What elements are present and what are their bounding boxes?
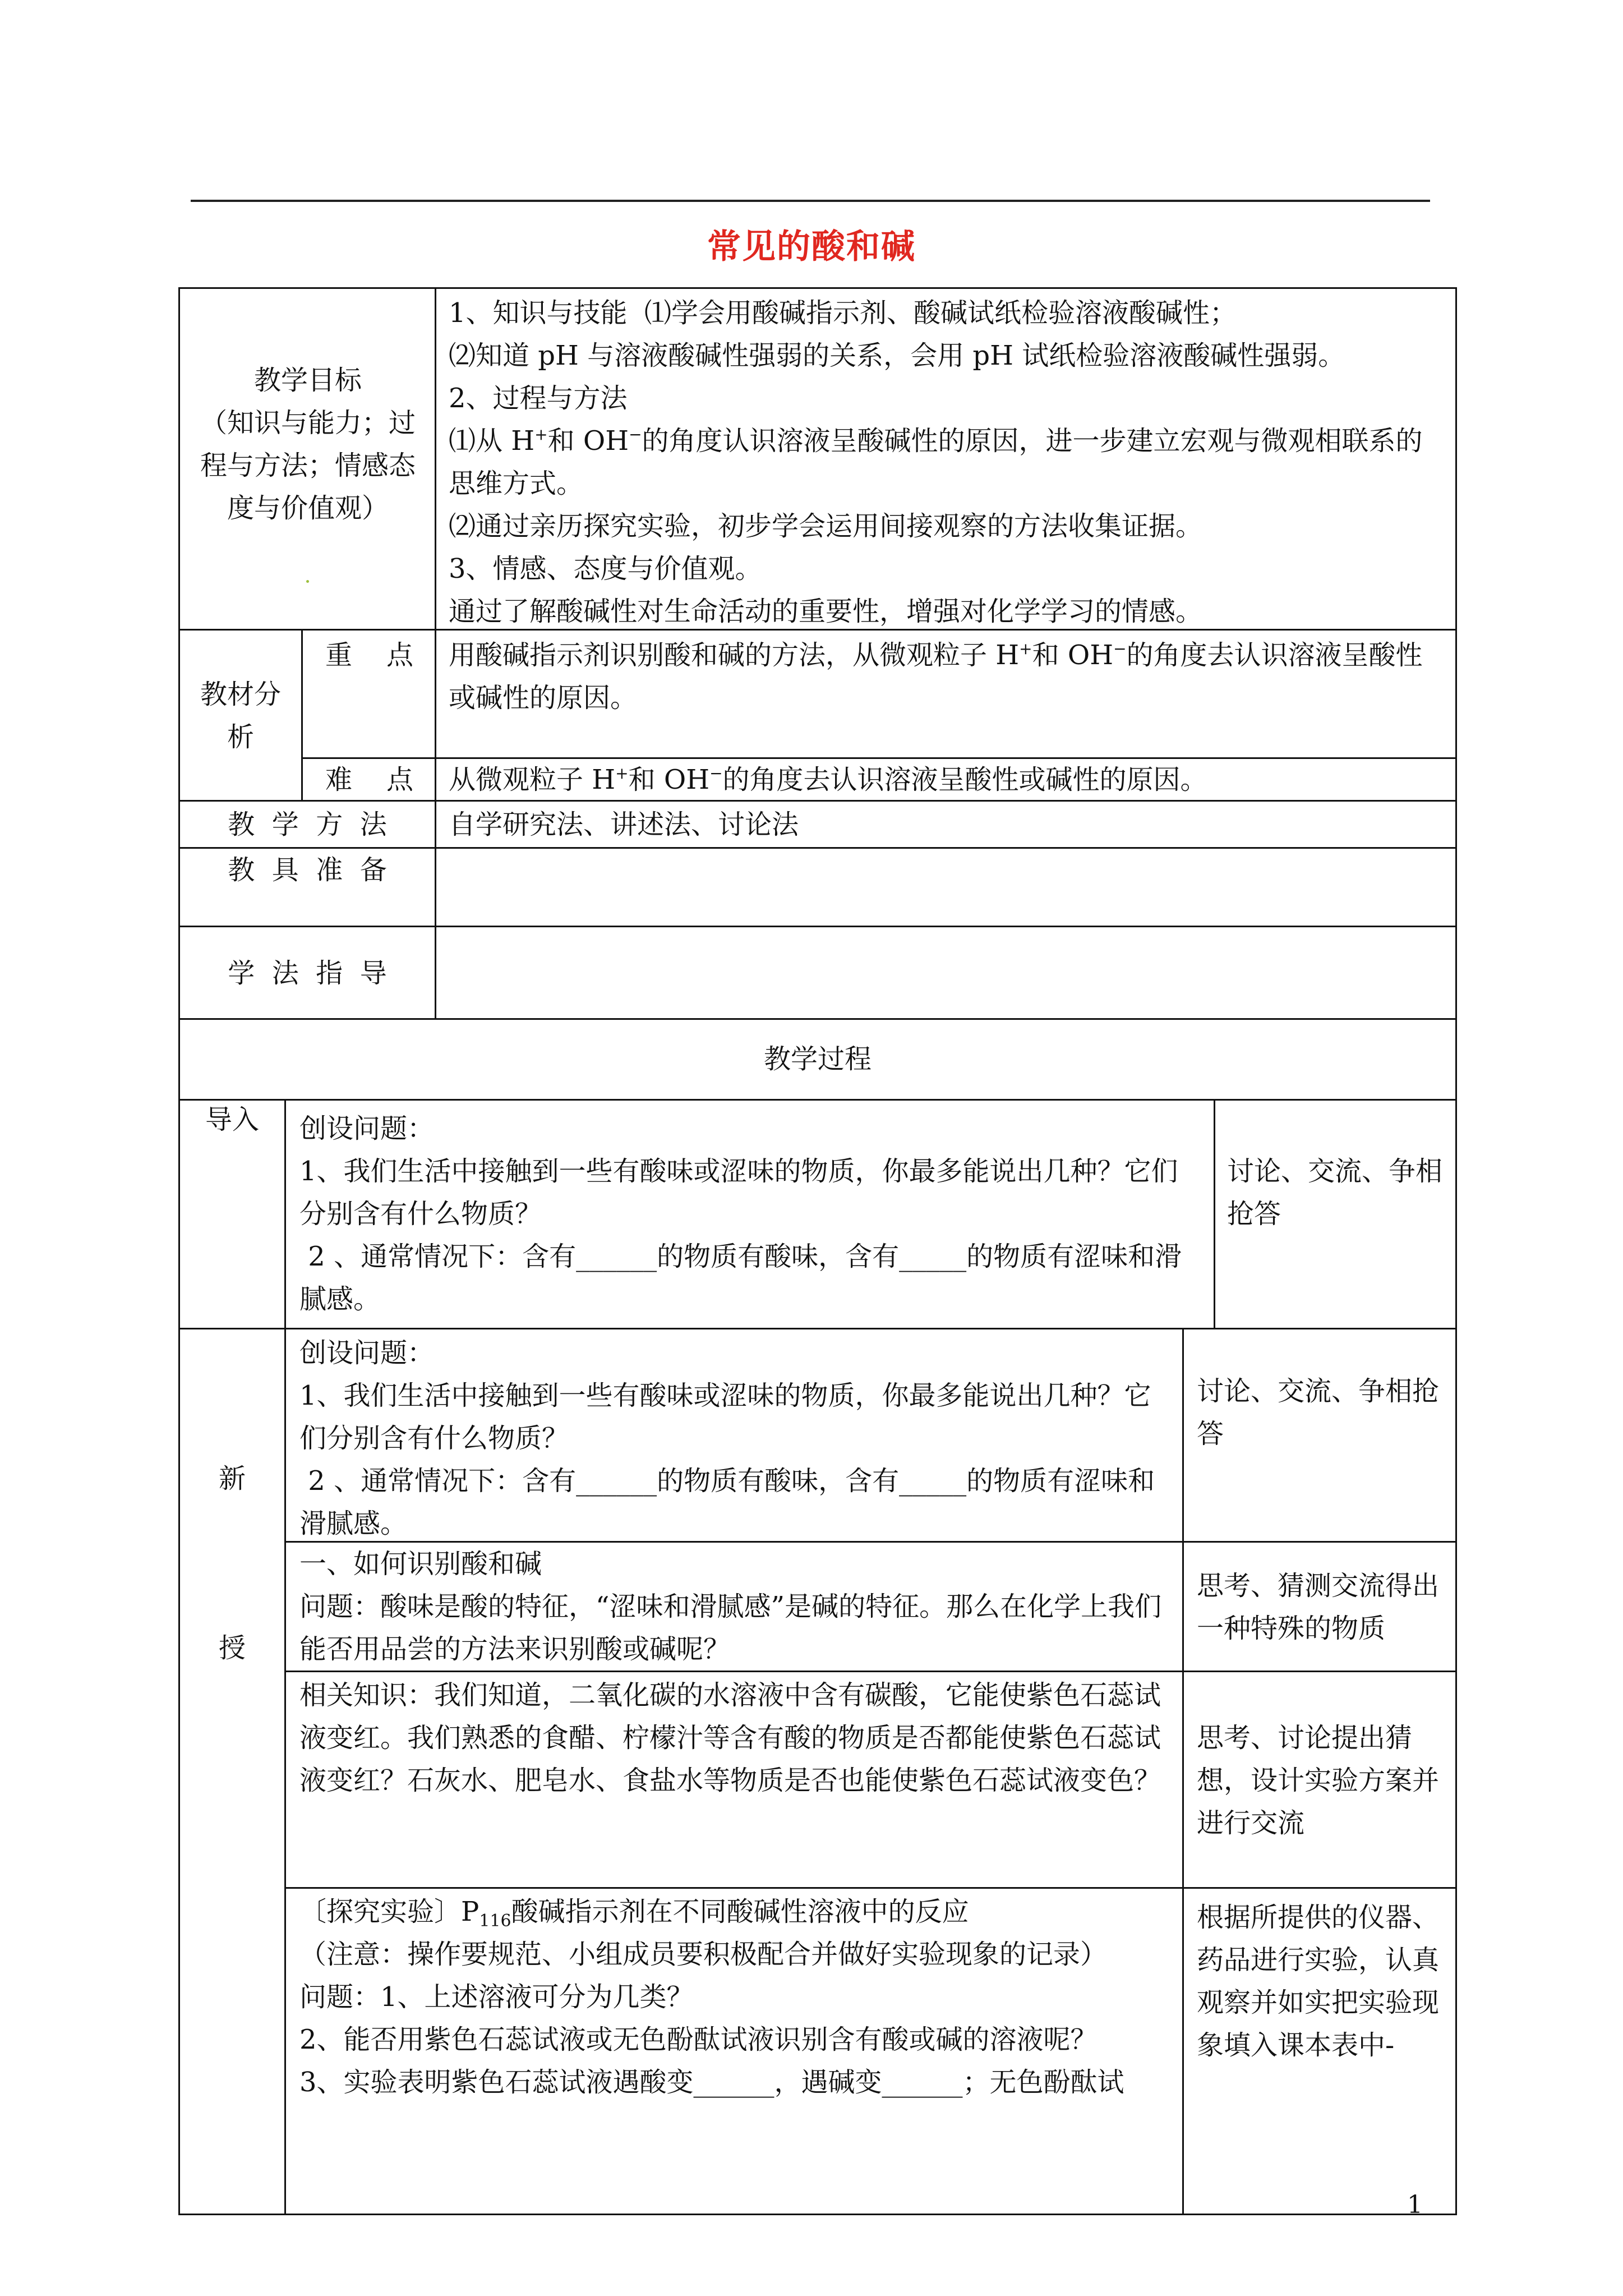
new-lesson-row-4-activity-text: 根据所提供的仪器、药品进行实验，认真观察并如实把实验现象填入课本表中- — [1197, 1902, 1440, 2061]
analysis-label: 教材分 析 — [200, 679, 281, 753]
objectives-line-7: 3、情感、态度与价值观。 — [449, 553, 762, 585]
objectives-line-1: 1、知识与技能 ⑴学会用酸碱指示剂、酸碱试纸检验溶液酸碱性； — [449, 297, 1237, 329]
new-lesson-row-1-text: 创设问题： 1、我们生活中接触到一些有酸味或涩味的物质，你最多能说出几种？它们分别含有什么物质？ 2 、通常情况下：含有______的物质有酸味，含有_____的物质有涩味和滑腻感。 — [299, 1337, 1155, 1539]
new-lesson-label-1: 新 — [218, 1463, 246, 1494]
intro-label: 导入 — [205, 1104, 259, 1135]
objectives-line-3: 2、过程与方法 — [449, 383, 628, 414]
new-lesson-row-2-activity-text: 思考、猜测交流得出一种特殊的物质 — [1197, 1570, 1440, 1644]
page-number: 1 — [1407, 2191, 1423, 2219]
intro-activity: 讨论、交流、争相抢答 — [1227, 1156, 1443, 1230]
header-rule — [191, 200, 1430, 202]
objectives-line-2: ⑵知道 pH 与溶液酸碱性强弱的关系，会用 pH 试纸检验溶液酸碱性强弱。 — [449, 340, 1345, 371]
stray-mark — [306, 580, 309, 583]
study-value-cell — [435, 926, 1457, 1020]
new-lesson-row-3-text: 相关知识：我们知道，二氧化碳的水溶液中含有碳酸，它能使紫色石蕊试液变红。我们熟悉的食醋、柠檬汁等含有酸的物质是否都能使紫色石蕊试液变红？石灰水、肥皂水、食盐水等物质是否也能使紫色石蕊试液变色？ — [299, 1680, 1161, 1796]
new-lesson-row-4-text: （注意：操作要规范、小组成员要积极配合并做好实验现象的记录） 问题：1、上述溶液可分为几类？ 2、能否用紫色石蕊试液或无色酚酞试液识别含有酸或碱的溶液呢？ 3、实验表明紫色石蕊试液遇酸变______，遇碱变______；无色酚酞试 — [299, 1939, 1124, 2098]
key-point-line-2: 或碱性的原因。 — [449, 682, 638, 714]
objectives-label: 教学目标 （知识与能力；过程与方法；情感态度与价值观） — [200, 365, 416, 524]
objectives-line-5: 思维方式。 — [449, 468, 584, 499]
difficulty-text: 从微观粒子 H+和 OH−的角度去认识溶液呈酸性或碱性的原因。 — [449, 764, 1207, 795]
method-value: 自学研究法、讲述法、讨论法 — [449, 809, 799, 840]
new-lesson-row-4-heading: 〔探究实验〕$P_{116}$酸碱指示剂在不同酸碱性溶液中的反应 — [299, 1896, 969, 1931]
new-lesson-label-2: 授 — [218, 1632, 246, 1664]
new-lesson-row-2-text: 一、如何识别酸和碱 问题：酸味是酸的特征，“涩味和滑腻感”是碱的特征。那么在化学上我们能否用品尝的方法来识别酸或碱呢？ — [299, 1548, 1162, 1665]
objectives-line-4: ⑴从 H+和 OH−的角度认识溶液呈酸碱性的原因，进一步建立宏观与微观相联系的 — [449, 425, 1423, 457]
objectives-line-8: 通过了解酸碱性对生命活动的重要性，增强对化学学习的情感。 — [449, 596, 1203, 627]
tools-label: 教 具 准 备 — [228, 854, 387, 886]
new-lesson-row-1-activity-text: 讨论、交流、争相抢答 — [1197, 1375, 1440, 1450]
study-label: 学 法 指 导 — [228, 958, 387, 989]
objectives-line-6: ⑵通过亲历探究实验，初步学会运用间接观察的方法收集证据。 — [449, 510, 1203, 542]
key-point-line-1: 用酸碱指示剂识别酸和碱的方法，从微观粒子 H+和 OH−的角度去认识溶液呈酸性 — [449, 639, 1423, 671]
tools-value-cell — [435, 847, 1457, 927]
method-label: 教 学 方 法 — [228, 809, 387, 840]
difficulty-label: 难 点 — [325, 764, 414, 795]
intro-text: 创设问题： 1、我们生活中接触到一些有酸味或涩味的物质，你最多能说出几种？它们分别含有什么物质？ 2 、通常情况下：含有______的物质有酸味，含有_____的物质有涩味和滑腻感。 — [299, 1113, 1182, 1315]
key-point-label: 重 点 — [325, 639, 414, 671]
process-header: 教学过程 — [763, 1043, 872, 1075]
new-lesson-row-3-activity-text: 思考、讨论提出猜想，设计实验方案并进行交流 — [1197, 1722, 1440, 1839]
page-title: 常见的酸和碱 — [707, 227, 916, 266]
